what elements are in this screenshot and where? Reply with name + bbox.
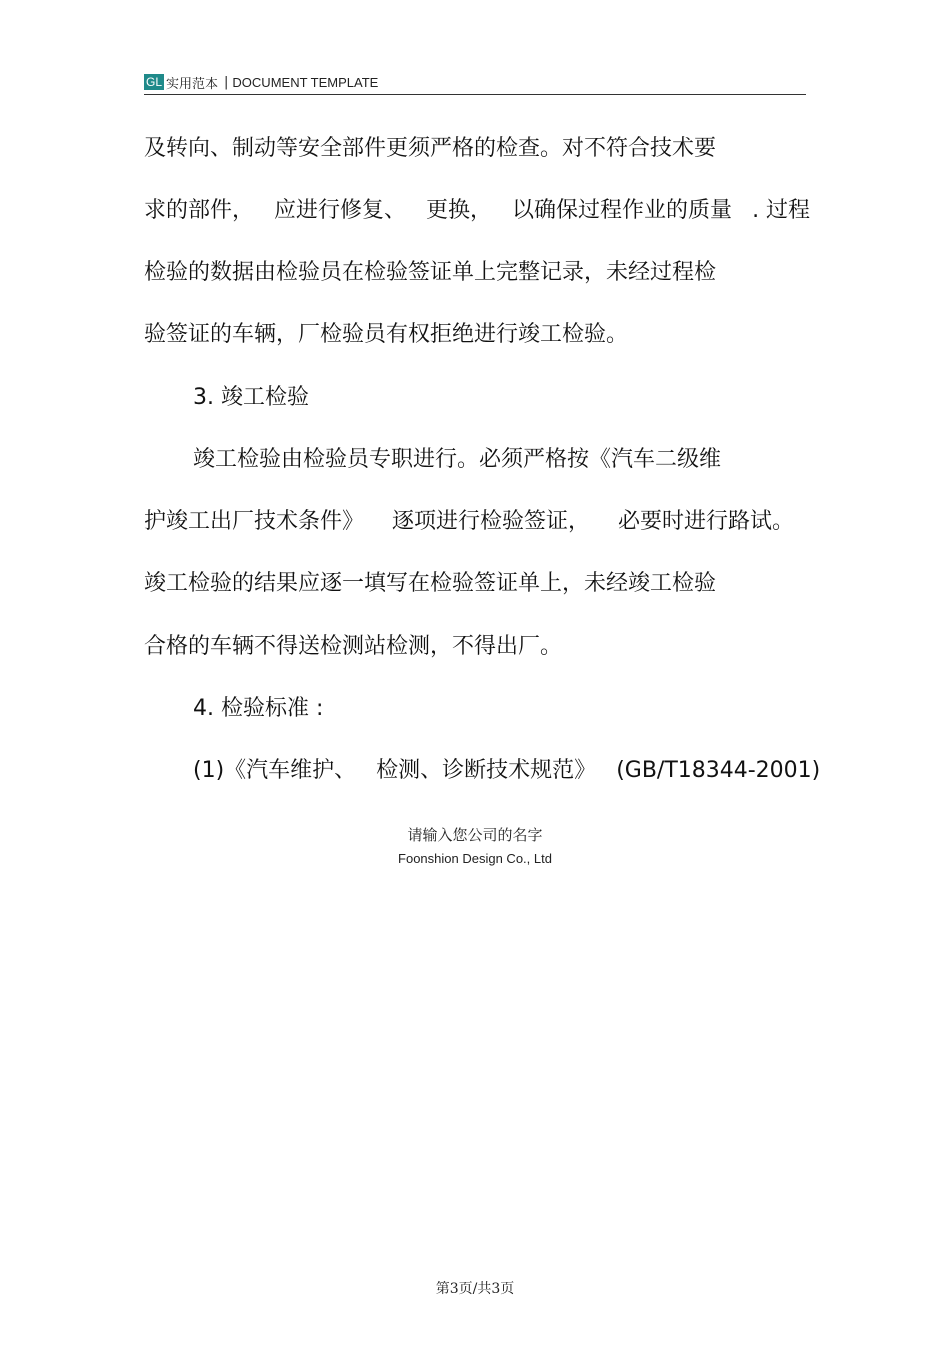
- text-segment: (GB/T18344-2001): [616, 758, 821, 783]
- text-segment: 逐项进行检验签证，: [392, 509, 591, 534]
- text-segment: 必要时进行路试。: [618, 509, 795, 534]
- header-separator: |: [224, 74, 229, 90]
- page-number: 第3页/共3页: [435, 1281, 515, 1297]
- paragraph-line: 竣工检验的结果应逐一填写在检验签证单上，未经竣工检验: [144, 571, 717, 596]
- section-heading: 3. 竣工检验: [193, 385, 309, 410]
- list-item: [193, 756, 820, 786]
- paragraph-line: [144, 196, 810, 226]
- text-segment: (1)《汽车维护、: [193, 758, 357, 783]
- paragraph-line: 检验的数据由检验员在检验签证单上完整记录，未经过程检: [144, 260, 717, 285]
- paragraph-line: 验签证的车辆，厂检验员有权拒绝进行竣工检验。: [144, 322, 629, 347]
- text-segment: 应进行修复、: [274, 198, 407, 223]
- paragraph-line: 竣工检验由检验员专职进行。必须严格按《汽车二级维: [193, 447, 722, 472]
- text-segment: 检测、诊断技术规范》: [376, 758, 597, 783]
- paragraph-line: 及转向、制动等安全部件更须严格的检查。对不符合技术要: [144, 136, 717, 161]
- footer-company-name: 请输入您公司的名字: [407, 826, 543, 844]
- footer-company-english: Foonshion Design Co., Ltd: [398, 851, 552, 866]
- text-segment: 求的部件，: [144, 198, 255, 223]
- header-doc-label: DOCUMENT TEMPLATE: [232, 74, 379, 90]
- text-segment: 更换，: [426, 198, 493, 223]
- text-segment: 以确保过程作业的质量: [512, 198, 733, 223]
- logo-badge: GL: [146, 75, 163, 89]
- header-brand: 实用范本: [166, 76, 219, 92]
- paragraph-line: 合格的车辆不得送检测站检测，不得出厂。: [144, 634, 563, 659]
- document-header: [144, 70, 806, 95]
- text-segment: . 过程: [752, 198, 811, 223]
- section-heading: 4. 检验标准 :: [193, 696, 324, 721]
- paragraph-line: [144, 507, 794, 537]
- text-segment: 护竣工出厂技术条件》: [144, 509, 365, 534]
